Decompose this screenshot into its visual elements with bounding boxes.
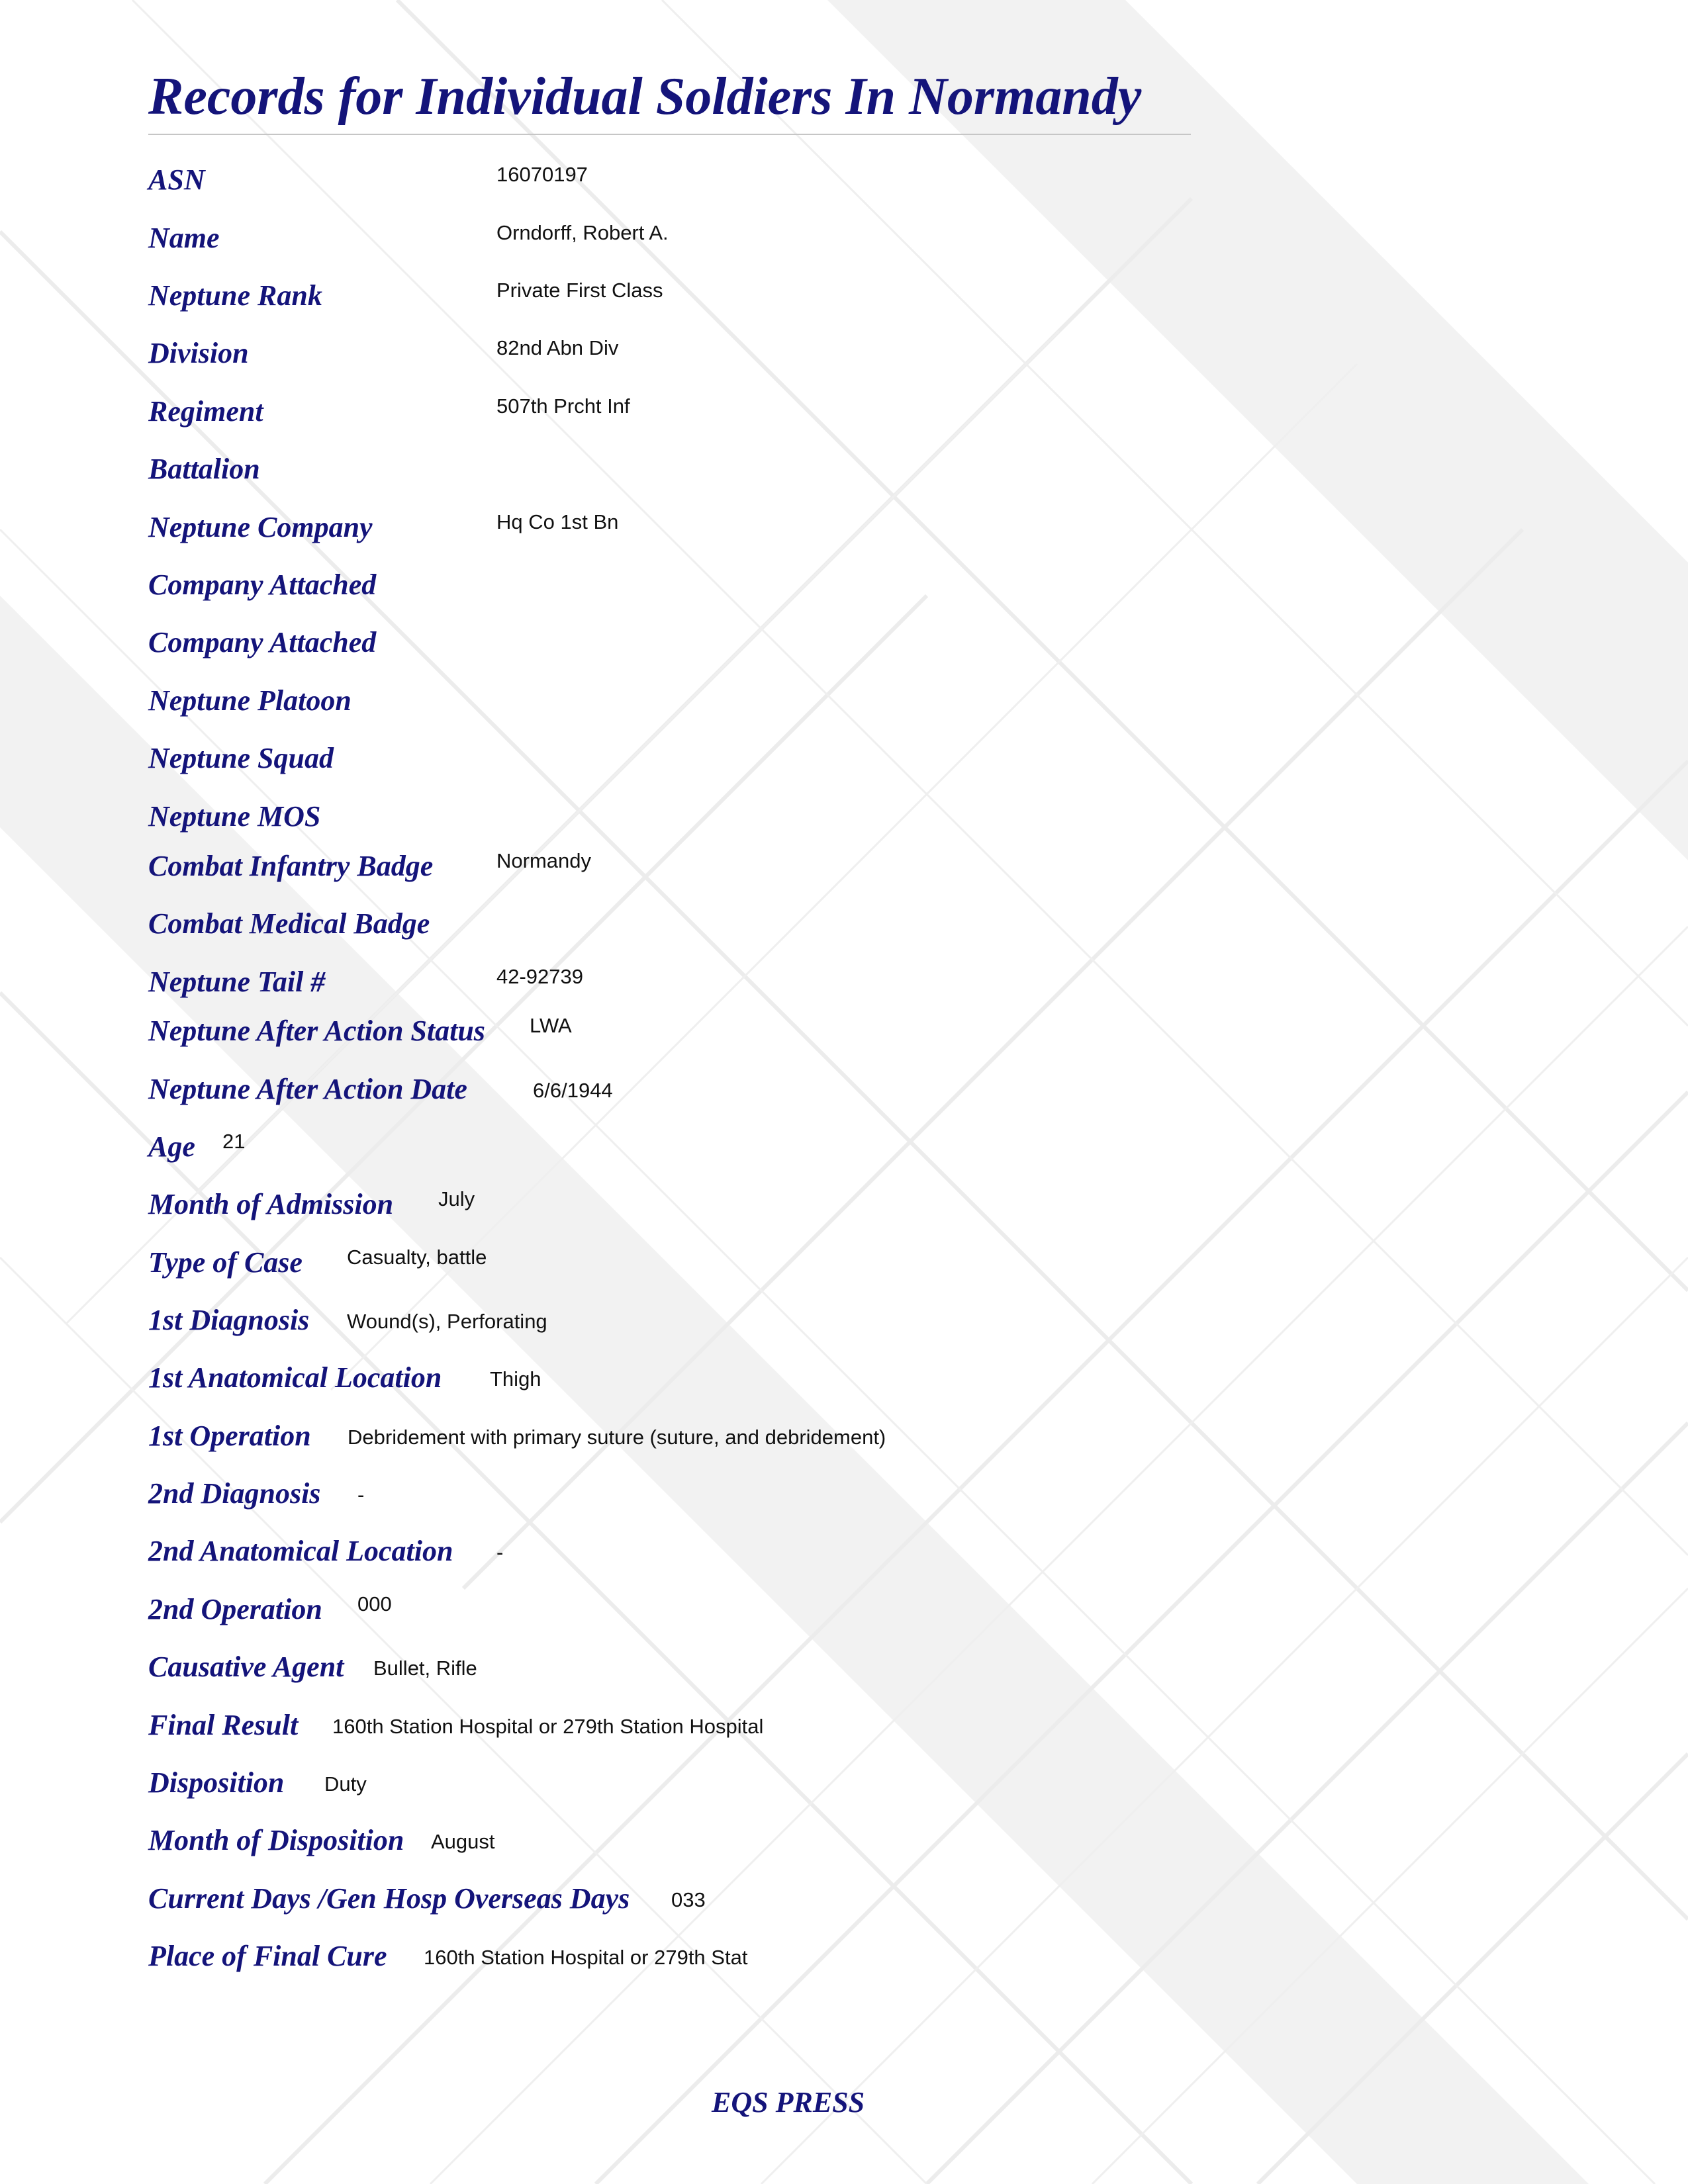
field-label-month-of-disposition: Month of Disposition — [148, 1824, 404, 1856]
field-value-1st-diagnosis: Wound(s), Perforating — [347, 1310, 547, 1333]
field-label-battalion: Battalion — [148, 453, 260, 485]
field-value-after-action-status: LWA — [530, 1014, 572, 1037]
field-label-company-attached-2: Company Attached — [148, 626, 377, 659]
field-label-neptune-tail: Neptune Tail # — [148, 966, 326, 998]
field-value-month-of-admission: July — [438, 1187, 475, 1210]
field-value-neptune-rank: Private First Class — [496, 279, 663, 302]
field-label-place-of-final-cure: Place of Final Cure — [148, 1940, 387, 1972]
field-value-current-days: 033 — [671, 1888, 706, 1911]
field-value-neptune-tail: 42-92739 — [496, 965, 584, 988]
field-label-type-of-case: Type of Case — [148, 1246, 303, 1279]
field-value-causative-agent: Bullet, Rifle — [373, 1657, 477, 1680]
field-label-division: Division — [148, 337, 249, 369]
footer-publisher: EQS PRESS — [712, 2086, 865, 2118]
field-label-neptune-company: Neptune Company — [148, 511, 373, 543]
field-label-neptune-platoon: Neptune Platoon — [148, 684, 352, 717]
field-label-disposition: Disposition — [148, 1766, 285, 1799]
field-value-2nd-diagnosis: - — [357, 1483, 365, 1506]
field-label-company-attached-1: Company Attached — [148, 569, 377, 601]
field-label-month-of-admission: Month of Admission — [148, 1188, 394, 1220]
field-label-2nd-operation: 2nd Operation — [148, 1593, 322, 1625]
field-value-1st-operation: Debridement with primary suture (suture, and debridement) — [348, 1426, 886, 1449]
field-label-1st-operation: 1st Operation — [148, 1420, 311, 1452]
field-value-final-result: 160th Station Hospital or 279th Station Hospital — [332, 1715, 764, 1738]
field-label-1st-diagnosis: 1st Diagnosis — [148, 1304, 310, 1336]
field-label-combat-infantry-badge: Combat Infantry Badge — [148, 850, 434, 882]
field-value-regiment: 507th Prcht Inf — [496, 394, 630, 418]
field-value-disposition: Duty — [324, 1772, 367, 1796]
field-label-final-result: Final Result — [148, 1709, 299, 1741]
title-divider — [148, 134, 1191, 135]
field-value-place-of-final-cure: 160th Station Hospital or 279th Stat — [424, 1946, 748, 1969]
field-label-neptune-mos: Neptune MOS — [148, 800, 321, 833]
field-label-asn: ASN — [148, 163, 205, 196]
field-label-neptune-rank: Neptune Rank — [148, 279, 322, 312]
field-value-asn: 16070197 — [496, 163, 588, 186]
field-label-name: Name — [148, 222, 220, 254]
field-value-month-of-disposition: August — [431, 1830, 495, 1853]
field-value-neptune-company: Hq Co 1st Bn — [496, 510, 619, 533]
field-label-combat-medical-badge: Combat Medical Badge — [148, 907, 430, 940]
field-value-age: 21 — [222, 1130, 246, 1153]
field-label-2nd-anatomical-location: 2nd Anatomical Location — [148, 1535, 453, 1567]
field-value-2nd-anatomical-location: - — [496, 1541, 504, 1564]
field-label-regiment: Regiment — [148, 395, 263, 428]
field-value-division: 82nd Abn Div — [496, 336, 619, 359]
field-value-2nd-operation: 000 — [357, 1592, 392, 1615]
field-value-after-action-date: 6/6/1944 — [533, 1079, 613, 1102]
page-title: Records for Individual Soldiers In Normandy — [148, 68, 1142, 126]
field-label-neptune-squad: Neptune Squad — [148, 742, 334, 774]
field-value-name: Orndorff, Robert A. — [496, 221, 669, 244]
field-label-1st-anatomical-location: 1st Anatomical Location — [148, 1361, 442, 1394]
field-value-1st-anatomical-location: Thigh — [490, 1367, 541, 1390]
field-value-type-of-case: Casualty, battle — [347, 1246, 487, 1269]
field-label-2nd-diagnosis: 2nd Diagnosis — [148, 1477, 321, 1510]
field-label-current-days: Current Days /Gen Hosp Overseas Days — [148, 1882, 630, 1915]
field-value-combat-infantry-badge: Normandy — [496, 849, 591, 872]
field-label-after-action-status: Neptune After Action Status — [148, 1015, 485, 1047]
field-label-after-action-date: Neptune After Action Date — [148, 1073, 467, 1105]
field-label-age: Age — [148, 1130, 195, 1163]
field-label-causative-agent: Causative Agent — [148, 1651, 344, 1683]
